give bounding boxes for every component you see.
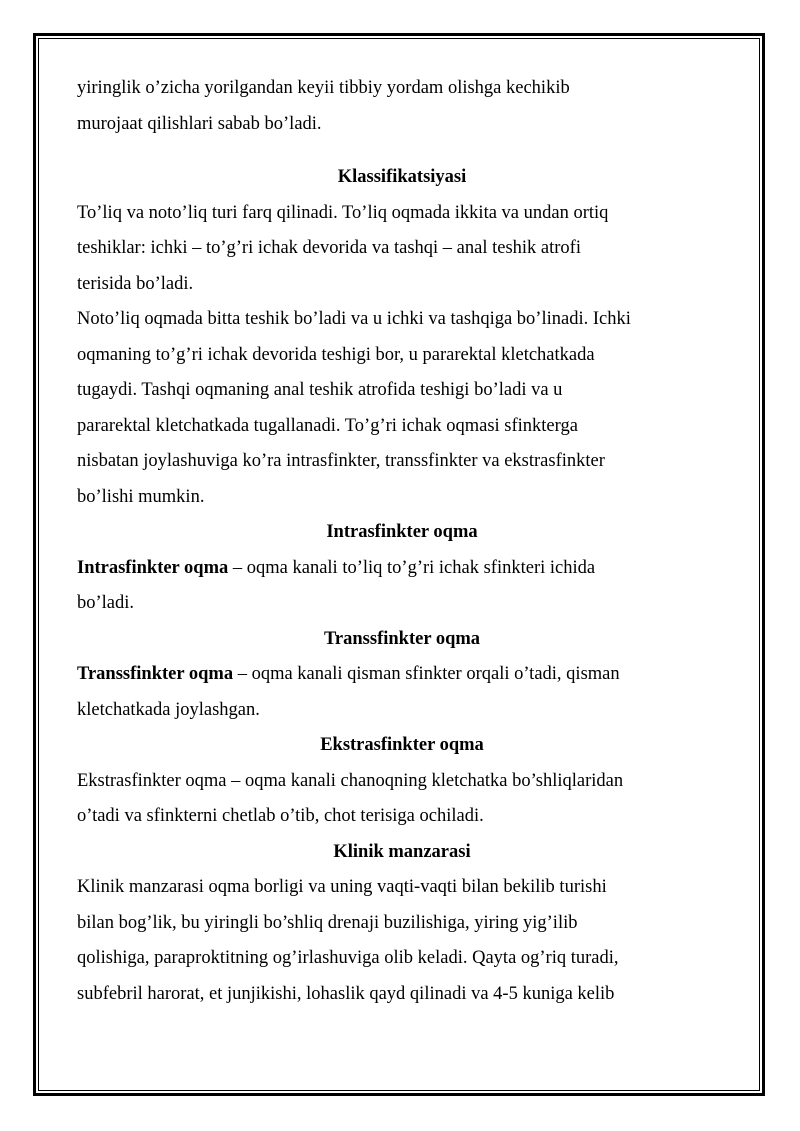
text-line: oqmaning to’g’ri ichak devorida teshigi bor, u pararektal kletchatkada	[77, 344, 595, 365]
text-line: Klinik manzarasi oqma borligi va uning vaqti-vaqti bilan bekilib turishi	[77, 877, 607, 897]
text-line	[77, 657, 727, 693]
document-body	[77, 71, 727, 1012]
section-heading-clinical: Klinik manzarasi	[333, 841, 471, 862]
text-line: To’liq va noto’liq turi farq qilinadi. To’liq oqmada ikkita va undan ortiq	[77, 202, 609, 223]
section-heading-classification: Klassifikatsiyasi	[337, 167, 467, 187]
text-line: pararektal kletchatkada tugallanadi. To’g’ri ichak oqmasi sfinkterga	[77, 415, 578, 436]
text-line: Noto’liq oqmada bitta teshik bo’ladi va u ichki va tashqiga bo’linadi. Ichki	[77, 309, 631, 329]
classification-paragraph-2	[77, 302, 727, 515]
section-heading-transsphincter: Transsfinkter oqma	[323, 628, 481, 649]
section-heading-extrasphincter: Ekstrasfinkter oqma	[320, 735, 484, 755]
term-definition: – oqma kanali to’liq to’g’ri ichak sfinkteri ichida	[228, 557, 596, 578]
text-line: terisida bo’ladi.	[77, 273, 194, 294]
text-line	[77, 551, 727, 587]
term-bold: Intrasfinkter oqma	[77, 557, 229, 578]
text-line: kletchatkada joylashgan.	[77, 699, 260, 720]
text-line: yiringlik o’zicha yorilgandan keyii tibbiy yordam olishga kechikib	[77, 78, 570, 98]
text-line: bo’ladi.	[77, 593, 135, 613]
term-definition: – oqma kanali qisman sfinkter orqali o’tadi, qisman	[233, 664, 620, 684]
text-line: subfebril harorat, et junjikishi, lohaslik qayd qilinadi va 4-5 kuniga kelib	[77, 983, 615, 1004]
paragraph-gap	[77, 142, 727, 160]
text-line: bilan bog’lik, bu yiringli bo’shliq drenaji buzilishiga, yiring yig’ilib	[77, 912, 578, 933]
text-line: bo’lishi mumkin.	[77, 486, 205, 507]
text-line: Ekstrasfinkter oqma – oqma kanali chanoqning kletchatka bo’shliqlaridan	[77, 770, 624, 791]
intro-paragraph	[77, 71, 727, 142]
text-line: tugaydi. Tashqi oqmaning anal teshik atrofida teshigi bo’ladi va u	[77, 380, 563, 400]
text-line: qolishiga, paraproktitning og’irlashuviga olib keladi. Qayta og’riq turadi,	[77, 948, 619, 968]
transsphincter-paragraph	[77, 657, 727, 728]
text-line: teshiklar: ichki – to’g’ri ichak devorida va tashqi – anal teshik atrofi	[77, 238, 581, 258]
section-heading-intrasphincter: Intrasfinkter oqma	[326, 522, 478, 542]
intrasphincter-paragraph	[77, 551, 727, 622]
text-line: o’tadi va sfinkterni chetlab o’tib, chot terisiga ochiladi.	[77, 806, 484, 826]
text-line: murojaat qilishlari sabab bo’ladi.	[77, 113, 322, 134]
term-bold: Transsfinkter oqma	[77, 664, 234, 684]
text-line: nisbatan joylashuviga ko’ra intrasfinkter, transsfinkter va ekstrasfinkter	[77, 451, 605, 471]
extrasphincter-paragraph	[77, 764, 727, 835]
clinical-paragraph	[77, 870, 727, 1012]
classification-paragraph-1	[77, 196, 727, 303]
